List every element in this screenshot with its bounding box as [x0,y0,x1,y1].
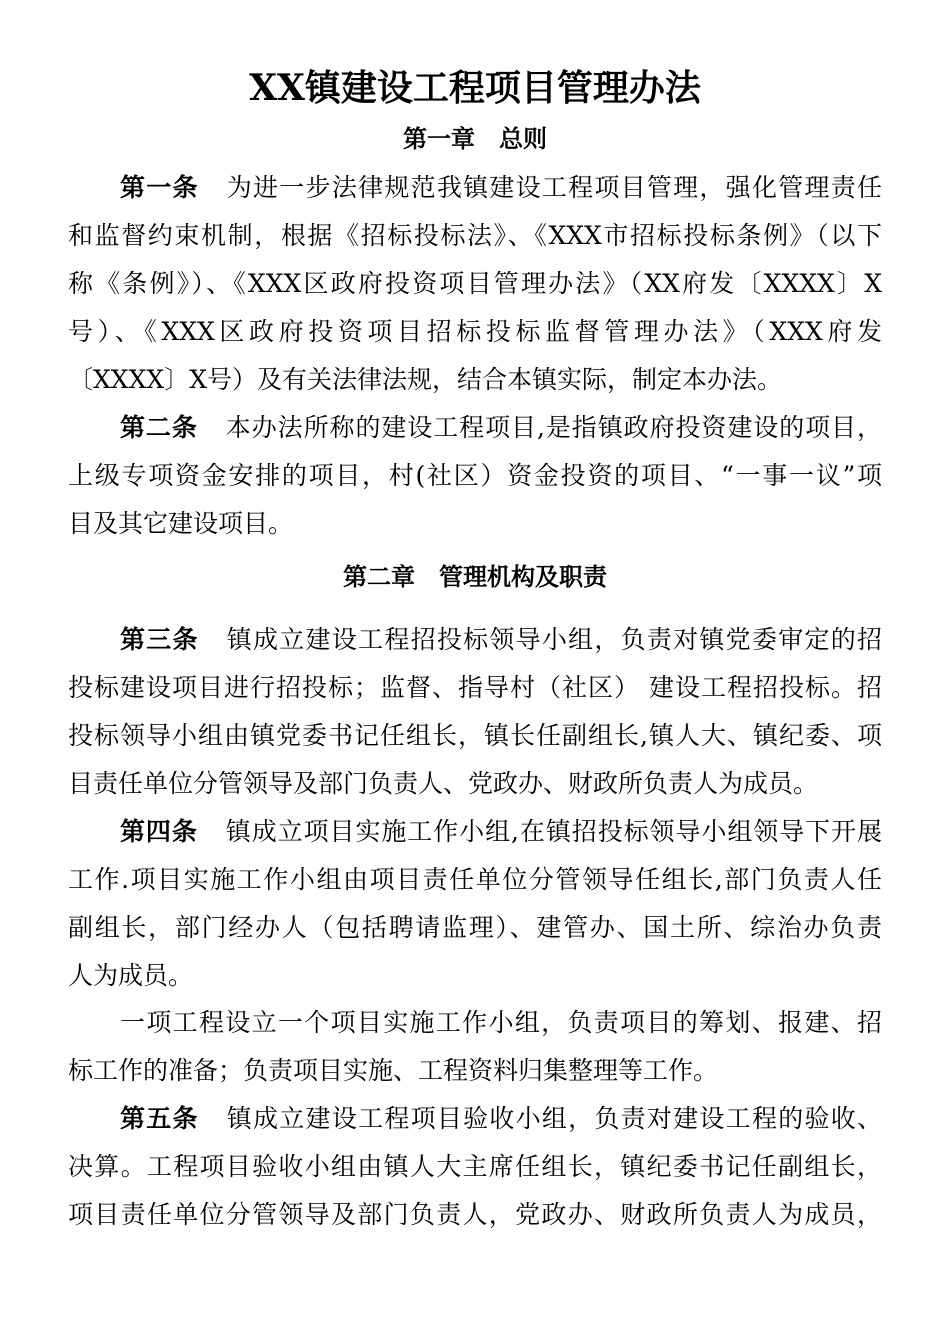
article-2 [68,404,882,548]
article-1 [68,164,882,404]
paragraph-project-group [68,999,882,1095]
article-4 [68,808,882,1000]
article-1-line-4: 号）、《XXX区政府投资项目招标投标监督管理办法》（XXX府发 [68,317,882,346]
article-5-label: 第五条 [120,1104,199,1133]
article-1-line-1: 第一条 为进一步法律规范我镇建设工程项目管理，强化管理责任 [120,173,882,202]
article-2-line-2: 上级专项资金安排的项目，村(社区）资金投资的项目、“一事一议”项 [68,461,882,490]
article-4-line-3: 副组长，部门经办人（包括聘请监理）、建管办、国土所、综治办负责 [68,913,882,942]
article-1-line-2: 和监督约束机制，根据《招标投标法》、《XXX市招标投标条例》（以下 [68,221,882,250]
article-4-label: 第四条 [120,817,198,846]
paragraph-line-2: 标工作的准备；负责项目实施、工程资料归集整理等工作。 [68,1056,719,1085]
article-3-line-4: 目责任单位分管领导及部门负责人、党政办、财政所负责人为成员。 [68,769,819,798]
article-2-label: 第二条 [120,413,198,442]
article-4-line-1: 第四条 镇成立项目实施工作小组,在镇招投标领导小组领导下开展 [120,817,882,846]
article-1-label: 第一条 [120,173,199,202]
article-3-line-3: 投标领导小组由镇党委书记任组长，镇长任副组长,镇人大、镇纪委、项 [68,721,882,750]
document-title: XX镇建设工程项目管理办法 [249,67,701,109]
chapter-heading-1: 第一章 总则 [403,124,547,153]
article-1-line-5: 〔XXXX〕X号）及有关法律法规，结合本镇实际，制定本办法。 [68,365,782,394]
article-5-line-3: 项目责任单位分管领导及部门负责人，党政办、财政所负责人为成员， [68,1200,882,1229]
article-2-line-1: 第二条 本办法所称的建设工程项目,是指镇政府投资建设的项目， [120,413,882,442]
paragraph-line-1: 一项工程设立一个项目实施工作小组，负责项目的筹划、报建、招 [120,1008,882,1037]
article-1-line-3: 称《条例》）、《XXX区政府投资项目管理办法》（XX府发〔XXXX〕X [68,269,882,298]
article-5-line-2: 决算。工程项目验收小组由镇人大主席任组长，镇纪委书记任副组长， [68,1152,882,1181]
article-5 [68,1095,882,1239]
article-5-line-1: 第五条 镇成立建设工程项目验收小组，负责对建设工程的验收、 [120,1104,882,1133]
article-3-label: 第三条 [120,625,199,654]
article-3-line-1: 第三条 镇成立建设工程招投标领导小组，负责对镇党委审定的招 [120,625,882,654]
chapter-heading-2: 第二章 管理机构及职责 [343,562,607,591]
article-2-line-3: 目及其它建设项目。 [68,509,294,538]
article-4-line-4: 人为成员。 [68,961,194,990]
article-3 [68,616,882,808]
article-3-line-2: 投标建设项目进行招投标；监督、指导村（社区） 建设工程招投标。招 [68,673,882,702]
article-4-line-2: 工作.项目实施工作小组由项目责任单位分管领导任组长,部门负责人任 [68,865,882,894]
